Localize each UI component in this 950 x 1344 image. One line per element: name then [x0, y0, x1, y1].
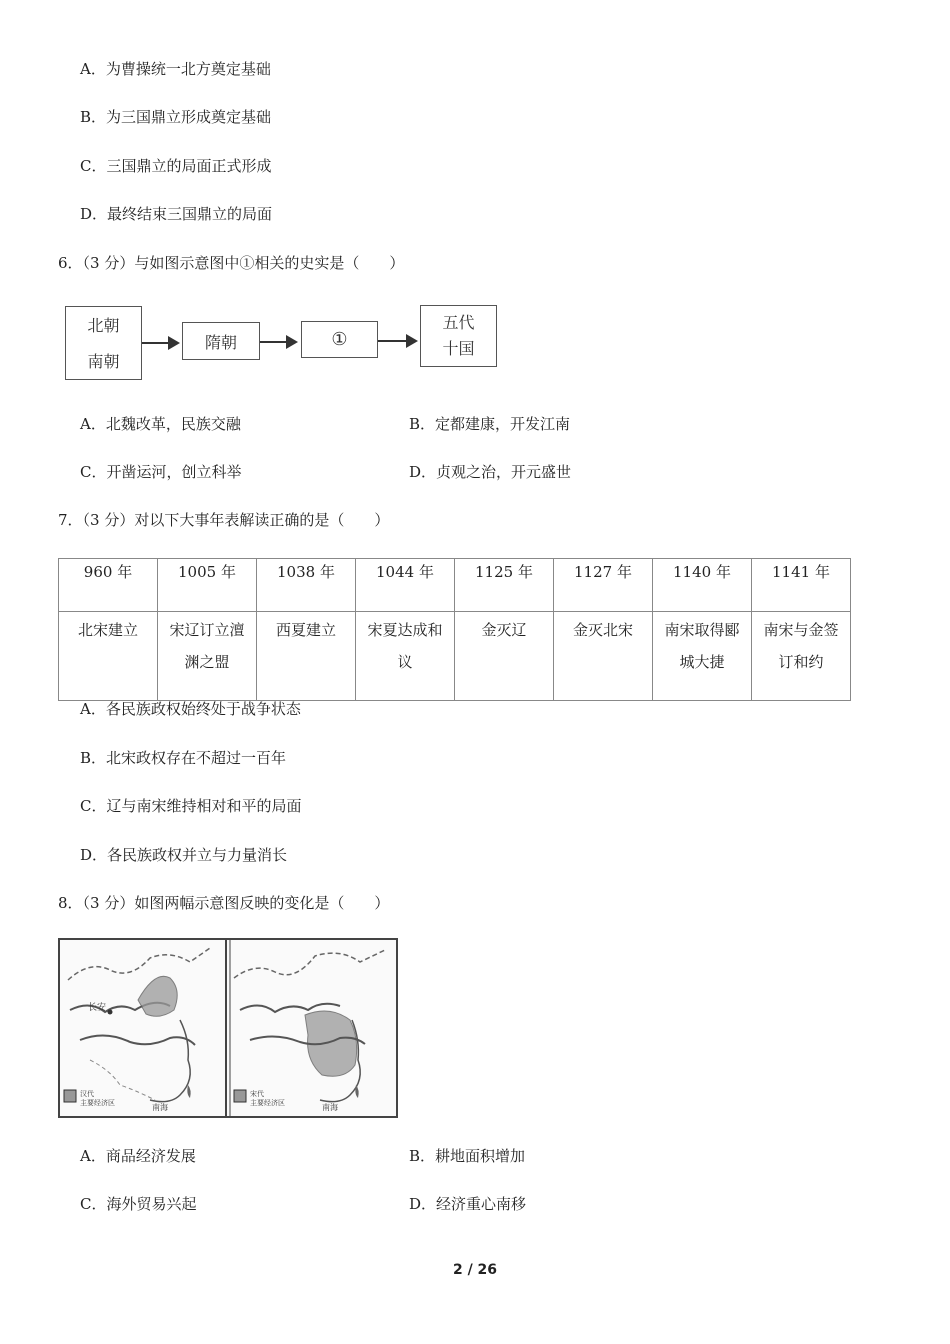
arrow-icon: [142, 342, 178, 344]
map-right-legend-line1: 宋代: [250, 1090, 264, 1098]
q5-option-a: A．为曹操统一北方奠定基础: [80, 60, 271, 78]
table-cell-event: 金灭辽: [455, 612, 554, 701]
map-sea-label: 南海: [152, 1103, 168, 1112]
table-cell-year: 960 年: [59, 559, 158, 612]
diagram-box-sui: 隋朝: [182, 322, 260, 360]
table-cell-event: 宋夏达成和 议: [356, 612, 455, 701]
q8-option-b: B．耕地面积增加: [409, 1147, 526, 1165]
q8-option-a: A．商品经济发展: [80, 1147, 196, 1165]
q6-stem: 6．（3 分）与如图示意图中①相关的史实是（ ）: [58, 254, 405, 272]
q8-stem: 8．（3 分）如图两幅示意图反映的变化是（ ）: [58, 894, 390, 912]
map-left-legend-line2: 主要经济区: [80, 1099, 115, 1107]
table-cell-event: 金灭北宋: [554, 612, 653, 701]
q6-option-a: A．北魏改革，民族交融: [80, 415, 241, 433]
q7-option-d: D．各民族政权并立与力量消长: [80, 846, 288, 864]
table-cell-year: 1127 年: [554, 559, 653, 612]
q5-option-c: C．三国鼎立的局面正式形成: [80, 157, 272, 175]
table-cell-year: 1125 年: [455, 559, 554, 612]
arrow-icon: [260, 341, 296, 343]
events-table: [58, 558, 851, 701]
page-number: 2 / 26: [452, 1262, 498, 1278]
map-left-legend-line1: 汉代: [80, 1090, 94, 1098]
table-cell-year: 1038 年: [257, 559, 356, 612]
q5-option-d: D．最终结束三国鼎立的局面: [80, 205, 273, 223]
map-right-legend-line2: 主要经济区: [250, 1099, 285, 1107]
q8-maps-figure: [58, 938, 398, 1118]
table-cell-year: 1141 年: [752, 559, 851, 612]
diagram-box-north-dynasty: 北朝: [65, 306, 142, 343]
table-cell-year: 1005 年: [158, 559, 257, 612]
table-cell-event: 南宋取得郾 城大捷: [653, 612, 752, 701]
table-row-events: [59, 612, 851, 701]
diagram-box-blank: ①: [301, 321, 378, 358]
diagram-box-five-dynasties-line2: 十国: [442, 339, 475, 358]
map-han: [64, 948, 210, 1112]
q7-option-c: C．辽与南宋维持相对和平的局面: [80, 797, 302, 815]
table-cell-year: 1044 年: [356, 559, 455, 612]
maps-illustration: [60, 940, 396, 1116]
arrow-icon: [378, 340, 416, 342]
table-cell-event: 南宋与金签 订和约: [752, 612, 851, 701]
table-row-years: [59, 559, 851, 612]
q6-option-c: C．开凿运河，创立科举: [80, 463, 242, 481]
q5-option-b: B．为三国鼎立形成奠定基础: [80, 108, 272, 126]
diagram-box-five-dynasties-line1: 五代: [442, 313, 475, 332]
q8-option-d: D．经济重心南移: [409, 1195, 527, 1213]
q7-stem: 7．（3 分）对以下大事年表解读正确的是（ ）: [58, 511, 390, 529]
q6-option-d: D．贞观之治，开元盛世: [409, 463, 572, 481]
diagram-box-south-dynasty: 南朝: [65, 342, 142, 380]
map-city-label: 长安: [88, 1003, 107, 1013]
q7-option-b: B．北宋政权存在不超过一百年: [80, 749, 287, 767]
map-song: [234, 950, 385, 1112]
table-cell-year: 1140 年: [653, 559, 752, 612]
q6-option-b: B．定都建康，开发江南: [409, 415, 571, 433]
table-cell-event: 西夏建立: [257, 612, 356, 701]
q7-option-a: A．各民族政权始终处于战争状态: [80, 700, 301, 718]
q8-option-c: C．海外贸易兴起: [80, 1195, 197, 1213]
map-sea-label: 南海: [322, 1103, 338, 1112]
diagram-box-five-dynasties: [420, 305, 497, 367]
table-cell-event: 宋辽订立澶 渊之盟: [158, 612, 257, 701]
table-cell-event: 北宋建立: [59, 612, 158, 701]
